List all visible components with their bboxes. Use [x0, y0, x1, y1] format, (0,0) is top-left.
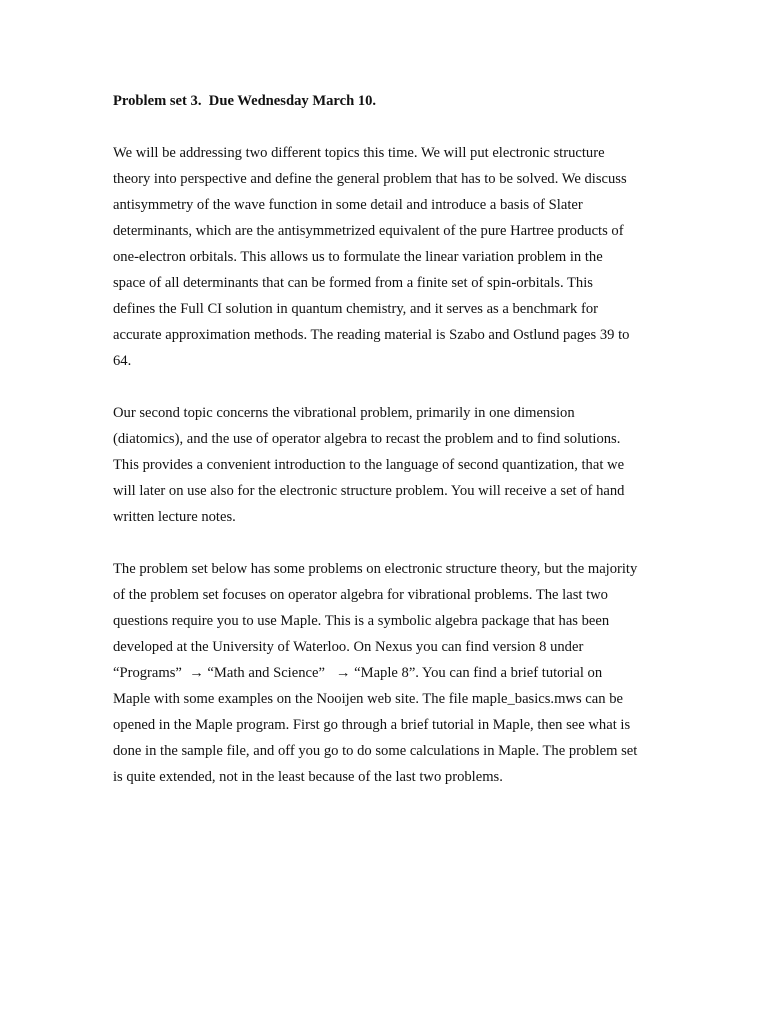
text-line: 64. — [113, 353, 132, 369]
paragraph-intro — [113, 140, 668, 374]
text-line: is quite extended, not in the least because of the last two problems. — [113, 769, 503, 785]
text-line: Our second topic concerns the vibrational problem, primarily in one dimension — [113, 405, 575, 421]
text-line: questions require you to use Maple. This is a symbolic algebra package that has been — [113, 613, 610, 629]
text-line: developed at the University of Waterloo. On Nexus you can find version 8 under — [113, 639, 584, 655]
text-line: theory into perspective and define the general problem that has to be solved. We discuss — [113, 171, 627, 187]
text-line: defines the Full CI solution in quantum chemistry, and it serves as a benchmark for — [113, 301, 598, 317]
text-line: done in the sample file, and off you go to do some calculations in Maple. The problem set — [113, 743, 638, 759]
text-line: will later on use also for the electronic structure problem. You will receive a set of hand — [113, 483, 625, 499]
text-line: (diatomics), and the use of operator algebra to recast the problem and to find solutions. — [113, 431, 621, 447]
text-line: written lecture notes. — [113, 509, 236, 525]
text-line: This provides a convenient introduction to the language of second quantization, that we — [113, 457, 625, 473]
text-line: space of all determinants that can be formed from a finite set of spin-orbitals. This — [113, 275, 593, 291]
document-title: Problem set 3. Due Wednesday March 10. — [113, 93, 377, 109]
paragraph-problem-set — [113, 556, 668, 790]
text-line: antisymmetry of the wave function in some detail and introduce a basis of Slater — [113, 197, 583, 213]
text-line: determinants, which are the antisymmetrized equivalent of the pure Hartree products of — [113, 223, 624, 239]
text-line: opened in the Maple program. First go through a brief tutorial in Maple, then see what is — [113, 717, 631, 733]
text-line: accurate approximation methods. The reading material is Szabo and Ostlund pages 39 to — [113, 327, 630, 343]
text-line: of the problem set focuses on operator algebra for vibrational problems. The last two — [113, 587, 608, 603]
text-line: Maple with some examples on the Nooijen web site. The file maple_basics.mws can be — [113, 691, 623, 707]
text-line: one-electron orbitals. This allows us to formulate the linear variation problem in the — [113, 249, 603, 265]
text-line: “Programs” → “Math and Science” → “Maple 8”. You can find a brief tutorial on — [113, 665, 603, 681]
text-line: We will be addressing two different topics this time. We will put electronic structure — [113, 145, 605, 161]
paragraph-vibrational — [113, 400, 668, 530]
text-line: The problem set below has some problems on electronic structure theory, but the majority — [113, 561, 638, 577]
